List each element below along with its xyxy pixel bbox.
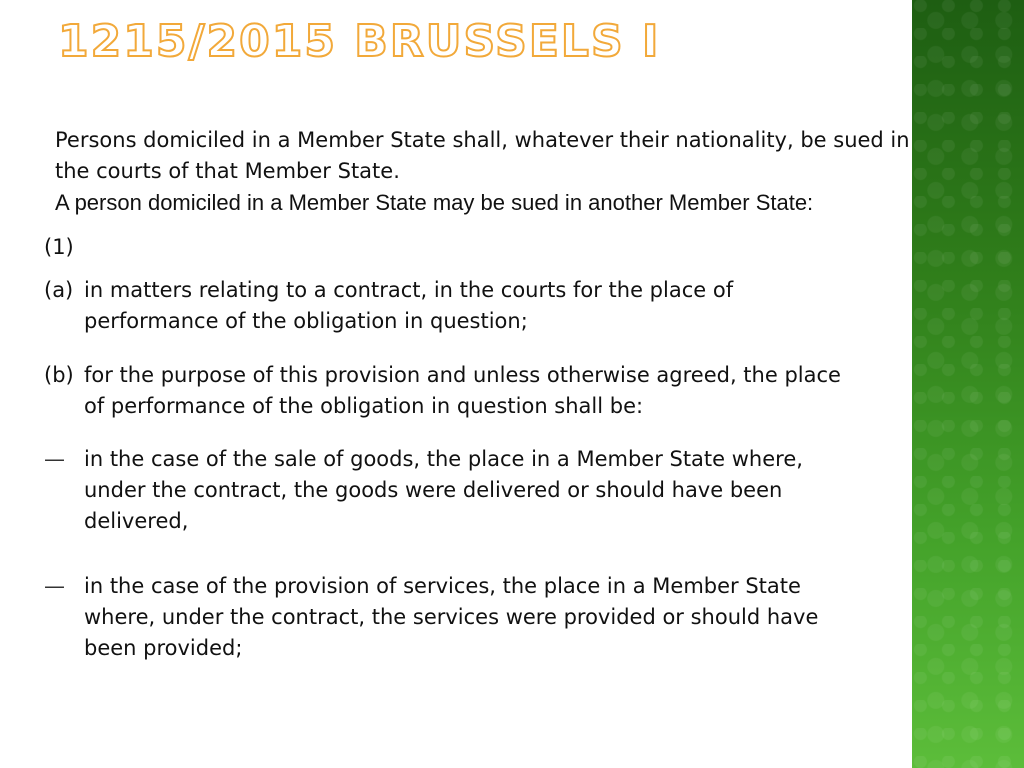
slide-title: 1215/2015 BRUSSELS I [58, 16, 661, 67]
dash-marker: — [44, 447, 65, 471]
list-marker: (1) [44, 235, 74, 259]
list-item-services [44, 571, 844, 664]
decorative-side-bar [912, 0, 1024, 768]
list-item-text: in matters relating to a contract, in the courts for the place of performance of the obligation in question; [84, 278, 734, 333]
list-item-text: in the case of the sale of goods, the place in a Member State where, under the contract, the goods were delivered or should have been delivered, [84, 447, 803, 533]
list-item-text: for the purpose of this provision and unless otherwise agreed, the place of performance of the obligation in question shall be: [84, 363, 841, 418]
list-marker: (a) [44, 278, 74, 302]
intro-line-2: A person domiciled in a Member State may be sued in another Member State: [55, 190, 814, 215]
list-item-b [44, 360, 844, 422]
intro-line-1: Persons domiciled in a Member State shall, whatever their nationality, be sued in the courts of that Member State. [55, 128, 910, 183]
list-item-a [44, 275, 844, 337]
list-marker: (b) [44, 363, 74, 387]
dash-marker: — [44, 574, 65, 598]
list-item-goods [44, 444, 844, 537]
intro-paragraph [55, 125, 915, 218]
list-item-text: in the case of the provision of services, the place in a Member State where, under the contract, the services were provided or should have been provided; [84, 574, 819, 660]
